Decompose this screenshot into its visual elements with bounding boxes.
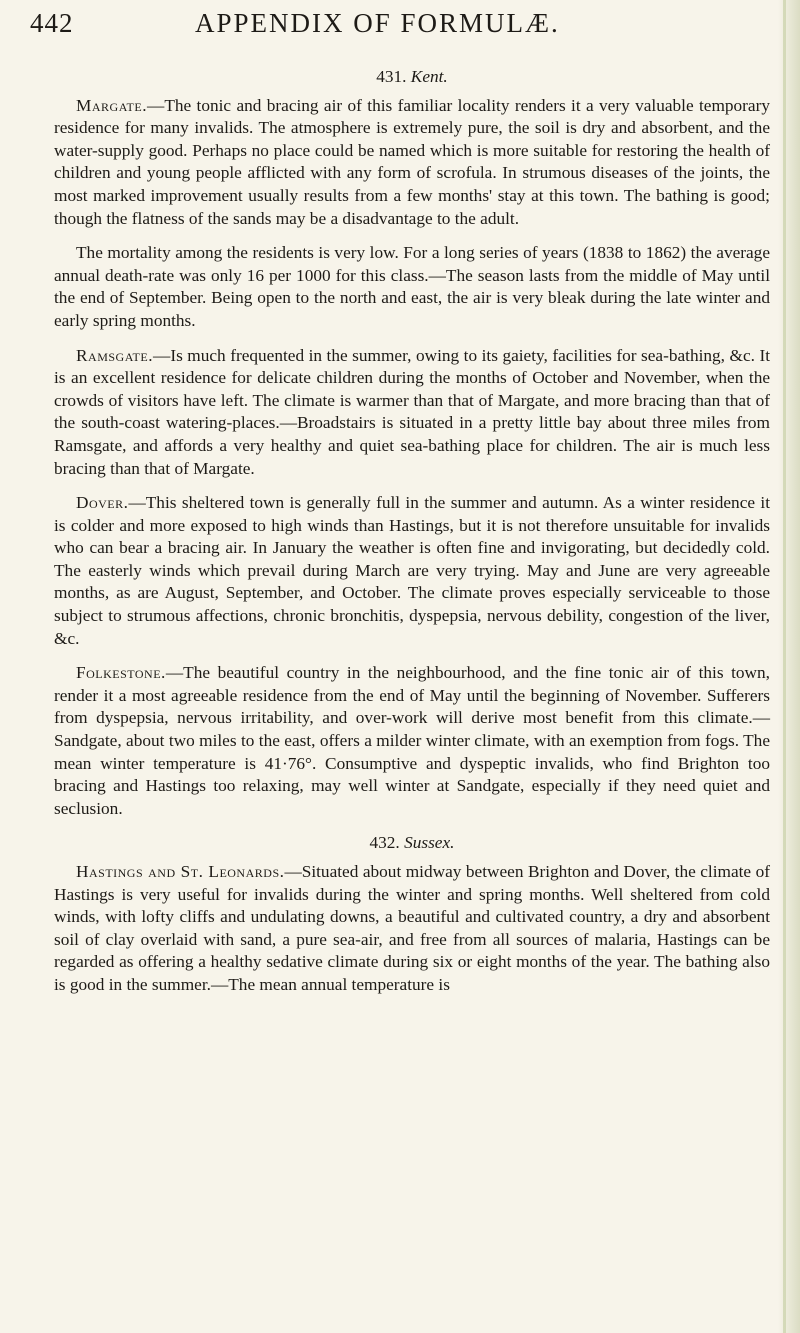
paragraph-dover bbox=[54, 492, 770, 650]
section-number: 431. bbox=[376, 67, 407, 86]
section-name: Kent. bbox=[410, 67, 448, 86]
running-head: APPENDIX OF FORMULÆ. bbox=[195, 8, 560, 38]
page-edge-shadow bbox=[778, 0, 800, 1333]
page-body bbox=[54, 66, 770, 1009]
section-heading-sussex bbox=[54, 832, 770, 855]
place-name: Margate. bbox=[76, 95, 148, 115]
paragraph-text: —The beautiful country in the neighbourhood, and the fine tonic air of this town, render it a most agreeable residence from the end of May until the beginning of November. Sufferers from dyspepsia, nervous irritability, and over-work will derive most benefit from this climate.—Sandgate, about two miles to the east, offers a milder winter climate, with an exemption from fogs. The mean winter temperature is 41·76°. Consumptive and dyspeptic invalids, who find Brighton too bracing and Hastings too relaxing, may well winter at Sandgate, especially if they need quiet and seclusion. bbox=[54, 663, 770, 818]
place-name: Hastings and St. Leonards. bbox=[76, 862, 285, 881]
page-header bbox=[30, 8, 750, 48]
place-name: Ramsgate. bbox=[76, 345, 154, 365]
paragraph-text: —Situated about midway between Brighton and Dover, the climate of Hastings is very useful for invalids during the winter and spring months. Well sheltered from cold winds, with lofty cliffs and undulating downs, a beautiful and cultivated country, a dry and absorbent soil of clay overlaid with sand, a pure sea-air, and free from all sources of malaria, Hastings can be regarded as offering a healthy sedative climate during six or eight months of the year. The bathing also is good in the summer.—The mean annual temperature is bbox=[54, 862, 770, 994]
place-name: Folkestone. bbox=[76, 663, 166, 683]
section-number: 432. bbox=[369, 833, 400, 853]
paragraph-hastings bbox=[54, 861, 770, 997]
section-name: Sussex. bbox=[404, 833, 455, 853]
paragraph-text: —The tonic and bracing air of this familiar locality renders it a very valuable temporary residence for many invalids. The atmosphere is extremely pure, the soil is dry and absorbent, and the water-supply good. Perhaps no place could be named which is more suitable for restoring the health of children and young people afflicted with any form of scrofula. In strumous diseases of the joints, the most marked improvement usually results from a few months' stay at this town. The bathing is good; though the flatness of the sands may be a disadvantage to the adult. bbox=[54, 95, 770, 228]
paragraph-text: —This sheltered town is generally full in the summer and autumn. As a winter residence it is colder and more exposed to high winds than Hastings, but it is not therefore unsuitable for invalids who can bear a bracing air. In January the weather is often fine and invigorating, but decidedly cold. The easterly winds which prevail during March are very trying. May and June are very agreeable months, as are August, September, and October. The climate proves especially serviceable to those subject to strumous affections, chronic bronchitis, dyspepsia, nervous debility, congestion of the liver, &c. bbox=[54, 493, 770, 648]
section-heading-kent bbox=[54, 66, 770, 89]
paragraph-folkestone bbox=[54, 662, 770, 820]
place-name: Dover. bbox=[76, 493, 129, 513]
paragraph-margate bbox=[54, 95, 770, 231]
paragraph-ramsgate bbox=[54, 345, 770, 481]
page-number: 442 bbox=[30, 8, 74, 38]
paragraph-text: The mortality among the residents is very low. For a long series of years (1838 to 1862) the average annual death-rate was only 16 per 1000 for this class.—The season lasts from the middle of May until the end of September. Being open to the north and east, the air is very bleak during the late winter and early spring months. bbox=[54, 243, 770, 330]
paragraph-margate-mortality bbox=[54, 242, 770, 332]
paragraph-text: —Is much frequented in the summer, owing to its gaiety, facilities for sea-bathing, &c. It is an excellent residence for delicate children during the months of October and November, when the crowds of visitors have left. The climate is warmer than that of Margate, and more bracing than that of the south-coast watering-places.—Broadstairs is situated in a pretty little bay about three miles from Ramsgate, and affords a very healthy and quiet sea-bathing place for children. The air is much less bracing than that of Margate. bbox=[54, 345, 770, 478]
